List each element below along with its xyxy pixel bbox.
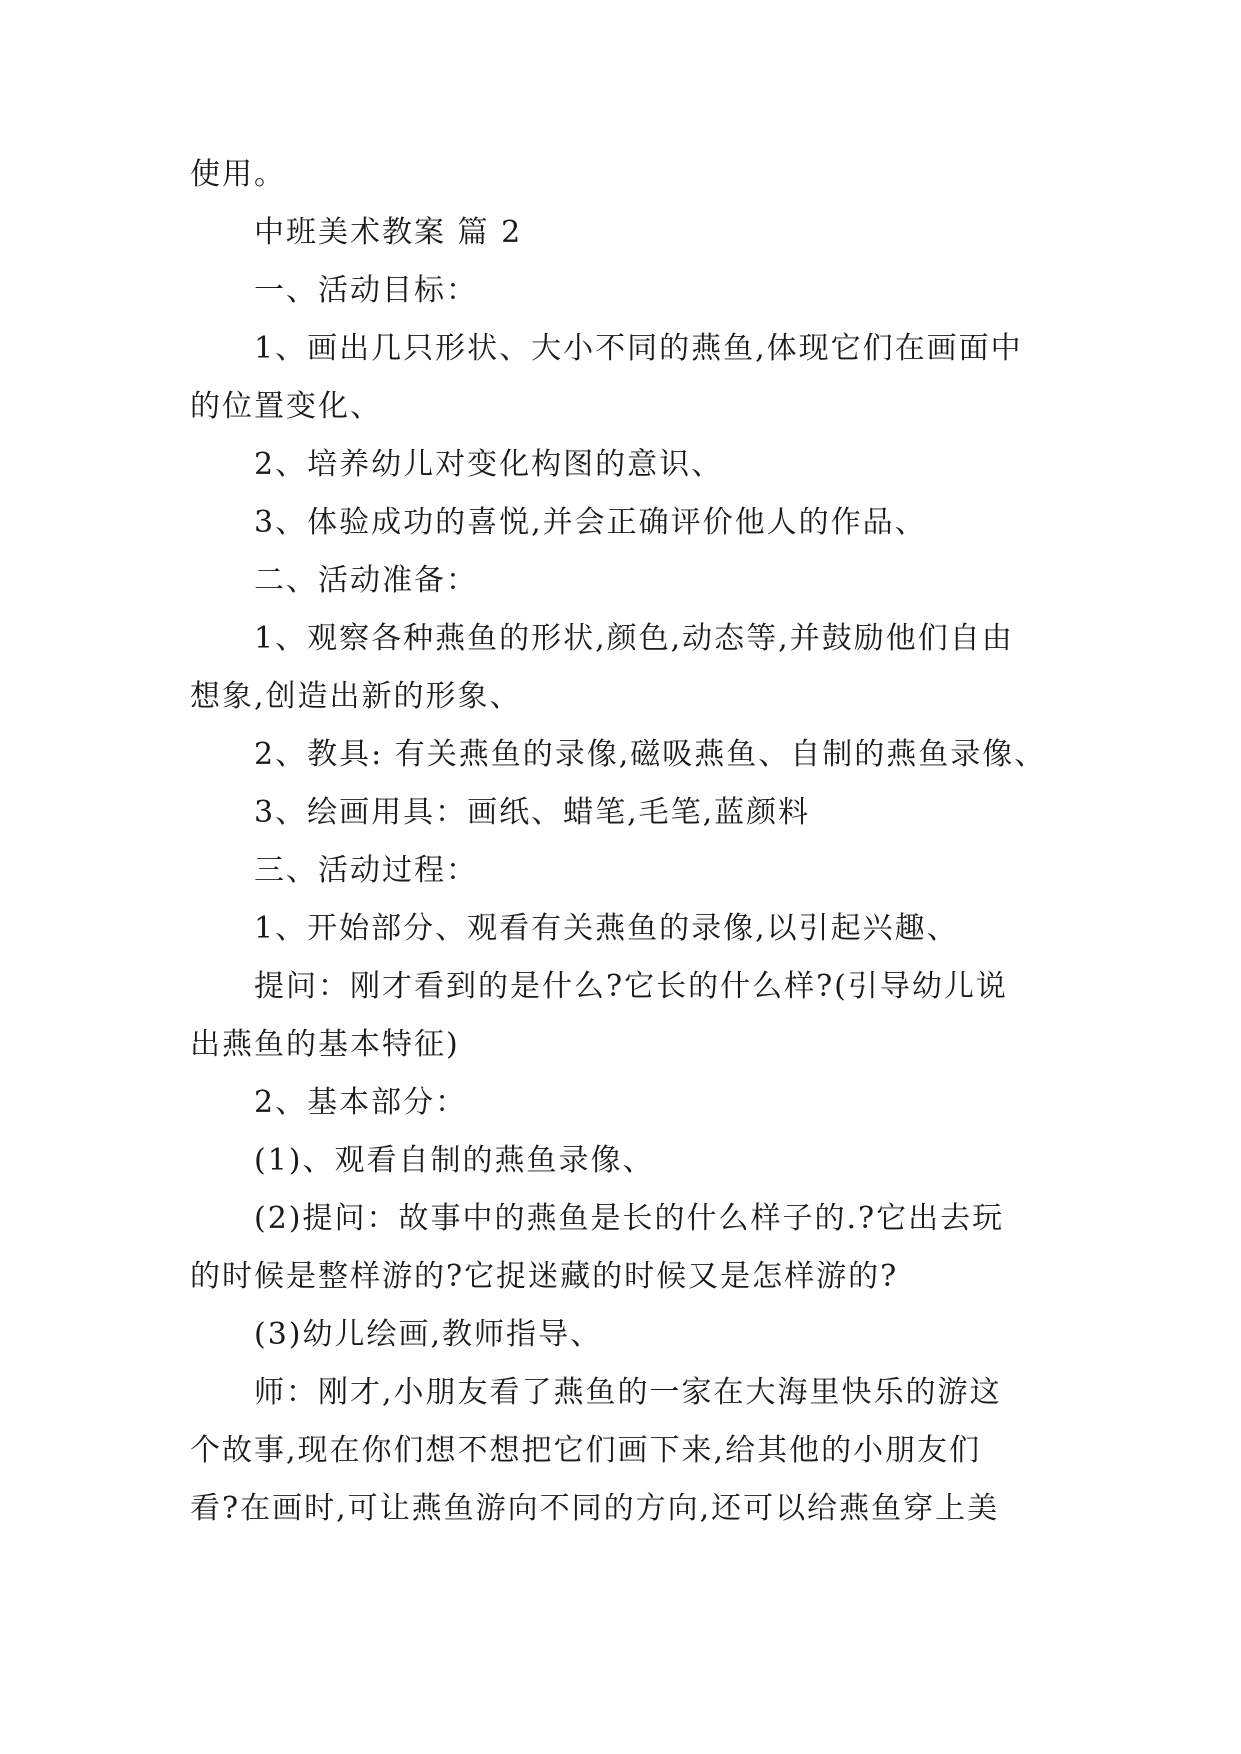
text-line: (1)、观看自制的燕鱼录像、 xyxy=(254,1143,655,1178)
text-line: 1、开始部分、观看有关燕鱼的录像,以引起兴趣、 xyxy=(254,911,959,946)
text-line: 3、体验成功的喜悦,并会正确评价他人的作品、 xyxy=(254,505,927,540)
text-line: 1、观察各种燕鱼的形状,颜色,动态等,并鼓励他们自由 xyxy=(254,621,1014,656)
text-line: 想象,创造出新的形象、 xyxy=(190,679,522,714)
subsection-heading: 一、活动目标： xyxy=(254,273,478,308)
text-line: 1、画出几只形状、大小不同的燕鱼,体现它们在画面中 xyxy=(254,331,1023,366)
text-line: 个故事,现在你们想不想把它们画下来,给其他的小朋友们 xyxy=(190,1433,982,1468)
text-line: 2、基本部分： xyxy=(254,1085,468,1120)
text-line: 2、培养幼儿对变化构图的意识、 xyxy=(254,447,724,482)
subsection-heading: 二、活动准备： xyxy=(254,563,478,598)
text-line: 2、教具: 有关燕鱼的录像,磁吸燕鱼、自制的燕鱼录像、 xyxy=(254,737,1047,772)
text-line: 的位置变化、 xyxy=(190,389,382,424)
document-body xyxy=(190,158,1050,1550)
text-line: (2)提问：故事中的燕鱼是长的什么样子的.?它出去玩 xyxy=(254,1201,1005,1236)
text-line: 师：刚才,小朋友看了燕鱼的一家在大海里快乐的游这 xyxy=(254,1375,1002,1410)
text-line: 提问：刚才看到的是什么?它长的什么样?(引导幼儿说 xyxy=(254,969,1008,1004)
text-line: 出燕鱼的基本特征) xyxy=(190,1027,460,1062)
text-line: 的时候是整样游的?它捉迷藏的时候又是怎样游的? xyxy=(190,1259,899,1294)
section-heading: 中班美术教案 篇 2 xyxy=(254,215,523,250)
text-line: 看?在画时,可让燕鱼游向不同的方向,还可以给燕鱼穿上美 xyxy=(190,1491,1000,1526)
text-line: (3)幼儿绘画,教师指导、 xyxy=(254,1317,603,1352)
text-line: 3、绘画用具：画纸、蜡笔,毛笔,蓝颜料 xyxy=(254,795,811,830)
text-line: 使用。 xyxy=(190,157,286,192)
subsection-heading: 三、活动过程： xyxy=(254,853,478,888)
